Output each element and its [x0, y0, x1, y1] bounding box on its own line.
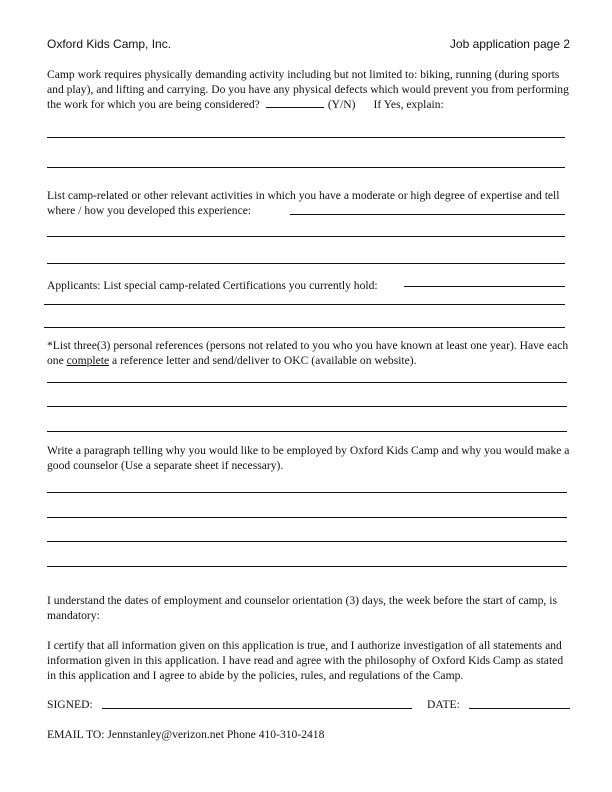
certifications-inline-line[interactable] — [404, 286, 565, 287]
company-name: Oxford Kids Camp, Inc. — [47, 37, 172, 51]
activities-inline-line[interactable] — [290, 214, 565, 215]
if-yes-label: If Yes, explain: — [373, 98, 444, 111]
physical-question — [47, 67, 575, 112]
physical-explain-line-1[interactable] — [47, 137, 565, 138]
paragraph-line-2[interactable] — [47, 517, 567, 518]
paragraph-line-3[interactable] — [47, 541, 567, 542]
certifications-line-2[interactable] — [44, 327, 565, 328]
references-underlined-word: complete — [66, 354, 110, 367]
date-line[interactable] — [469, 708, 570, 709]
contact-info: EMAIL TO: Jennstanley@verizon.net Phone 410-310-2418 — [47, 728, 325, 741]
yn-label: (Y/N) — [327, 98, 356, 111]
references-text-before: *List three(3) personal references (persons not related to you who you have known at least one year). Have each one — [47, 339, 569, 367]
activities-line-1[interactable] — [47, 236, 565, 237]
references-question — [47, 338, 575, 368]
signature-line[interactable] — [102, 708, 412, 709]
paragraph-line-1[interactable] — [47, 492, 567, 493]
paragraph-line-4[interactable] — [47, 566, 567, 567]
page-label: Job application page 2 — [449, 37, 570, 51]
certifications-question: Applicants: List special camp-related Certifications you currently hold: — [47, 279, 378, 292]
paragraph-question: Write a paragraph telling why you would like to be employed by Oxford Kids Camp and why you would make a good counselor (Use a separate sheet if necessary). — [47, 444, 570, 472]
orientation-statement: I understand the dates of employment and counselor orientation (3) days, the week before the start of camp, is mandatory: — [47, 594, 557, 622]
activities-line-2[interactable] — [47, 263, 565, 264]
references-line-3[interactable] — [47, 431, 567, 432]
references-line-1[interactable] — [47, 382, 567, 383]
certifications-line-1[interactable] — [44, 304, 565, 305]
references-line-2[interactable] — [47, 406, 567, 407]
activities-question: List camp-related or other relevant activities in which you have a moderate or high degree of expertise and tell where / how you developed this experience: — [47, 189, 560, 217]
references-text-after: a reference letter and send/deliver to OKC (available on website). — [109, 354, 417, 367]
physical-question-text: Camp work requires physically demanding activity including but not limited to: biking, running (during sports and play), and lifting and carrying. Do you have any physical defects which would prevent you from performing the work for which you are being considered? — [47, 68, 569, 111]
signed-label: SIGNED: — [47, 698, 93, 711]
physical-explain-line-2[interactable] — [47, 167, 565, 168]
date-label: DATE: — [427, 698, 460, 711]
certify-statement: I certify that all information given on this application is true, and I authorize investigation of all statements and information given in this application. I have read and agree with the philosophy of Oxford Kids Camp as stated in this application and I agree to abide by the policies, rules, and regulations of the Camp. — [47, 639, 564, 682]
physical-yn-field[interactable] — [266, 97, 324, 108]
